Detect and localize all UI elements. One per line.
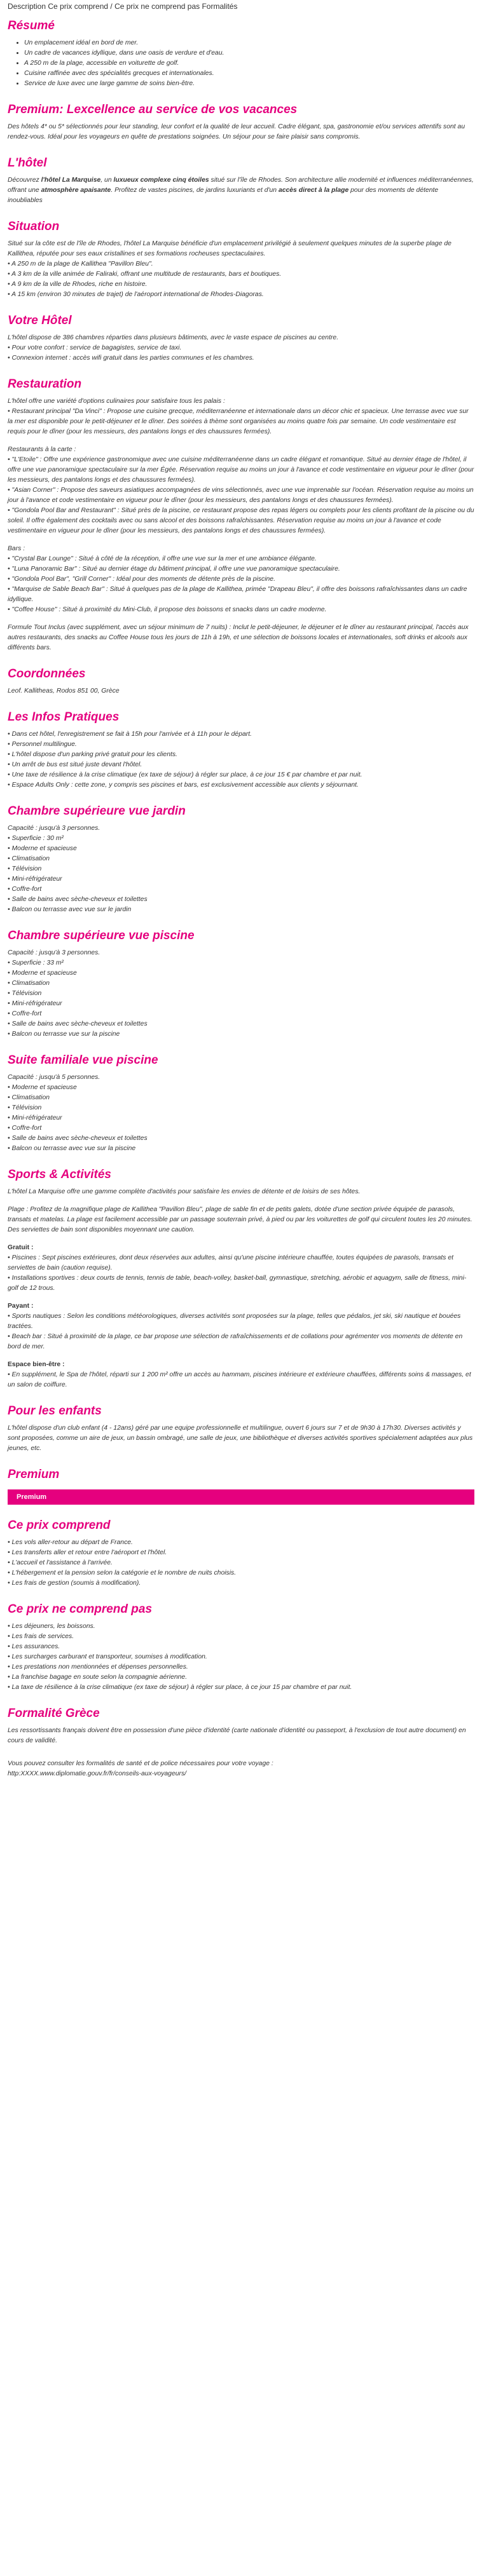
bienetre-label: Espace bien-être :	[8, 1361, 65, 1368]
list-item: • Piscines : Sept piscines extérieures, dont deux réservées aux adultes, ainsi qu'une piscine intérieure chauffée, toutes équipées de parasols, transats et serviettes de bain (caution requise).	[8, 1254, 454, 1271]
gratuit-label: Gratuit :	[8, 1244, 34, 1251]
chambre-jardin-heading: Chambre supérieure vue jardin	[8, 804, 186, 818]
payant-label: Payant :	[8, 1303, 34, 1310]
list-item: • Mini-réfrigérateur	[8, 1115, 62, 1122]
list-item: • La franchise bagage en soute selon la compagnie aérienne.	[8, 1674, 188, 1681]
list-item: • Beach bar : Situé à proximité de la plage, ce bar propose une sélection de rafraîchissements et de collations pour agrémenter vos moments de détente en bord de mer.	[8, 1333, 463, 1350]
enfants-heading: Pour les enfants	[8, 1404, 102, 1418]
list-item: • Salle de bains avec sèche-cheveux et toilettes	[8, 1135, 148, 1142]
list-item: • Superficie : 30 m²	[8, 835, 64, 842]
comprend-body	[8, 1538, 474, 1589]
chambre-jardin-body	[8, 824, 474, 915]
restauration-heading: Restauration	[8, 377, 82, 391]
room-capacity: Capacité : jusqu'à 5 personnes.	[8, 1074, 100, 1081]
diplomatie-link[interactable]: http:XXXX.www.diplomatie.gouv.fr/fr/conseils-aux-voyageurs/	[8, 1770, 187, 1777]
infos-body	[8, 729, 474, 790]
list-item: • A 250 m de la plage, accessible en voiturette de golf.	[24, 58, 474, 69]
list-item: • Moderne et spacieuse	[8, 970, 77, 977]
restaurant-main: • Restaurant principal "Da Vinci" : Propose une cuisine grecque, méditerranéenne et internationale dans un décor chic et spacieux. Une terrasse avec vue sur la mer est disponible pour le petit-déjeuner et le dîner. Des soirées à thème sont organisées au moins quatre fois par semaine. Un code vestimentaire est requis pour le dîner (pour les messieurs, des pantalons longs et des chaussures fermées).	[8, 408, 469, 435]
list-item: • Sports nautiques : Selon les conditions météorologiques, diverses activités sont proposées sur la plage, telles que pédalos, jet ski, ski nautique et bouées tractées.	[8, 1313, 461, 1330]
list-item: • "Asian Corner" : Propose des saveurs asiatiques accompagnées de vins sélectionnés, avec une vue imprenable sur l'océan. Réservation requise au moins un jour à l'avance et code vestimentaire en vigueur pour le dîner (pour les messieurs, des pantalons longs et des chaussures fermées).	[8, 487, 474, 504]
list-item: • Les déjeuners, les boissons.	[8, 1623, 95, 1630]
sports-heading: Sports & Activités	[8, 1168, 111, 1181]
premium-block-heading: Premium	[8, 1468, 60, 1481]
list-item: • Espace Adults Only : cette zone, y compris ses piscines et bars, est exclusivement accessible aux clients y séjournant.	[8, 782, 359, 789]
list-item: • Télévision	[8, 1104, 42, 1111]
list-item: • Dans cet hôtel, l'enregistrement se fait à 15h pour l'arrivée et à 11h pour le départ.	[8, 731, 252, 738]
list-item: • Un emplacement idéal en bord de mer.	[24, 38, 474, 48]
list-item: • A 250 m de la plage de Kallithea "Pavillon Bleu".	[8, 261, 153, 268]
formalite-section	[8, 1707, 474, 1779]
list-item: • Les frais de services.	[8, 1633, 74, 1640]
resume-heading: Résumé	[8, 19, 55, 32]
list-item: • Balcon ou terrasse vue sur la piscine	[8, 1031, 120, 1038]
list-item: • Les surcharges carburant et transporteur, soumises à modification.	[8, 1653, 207, 1660]
premium-section	[8, 103, 474, 142]
list-item: • Connexion internet : accès wifi gratuit dans les parties communes et les chambres.	[8, 355, 254, 362]
situation-section	[8, 220, 474, 300]
coordonnees-section	[8, 667, 474, 696]
comprend-section	[8, 1519, 474, 1589]
premium-heading: Premium: Lexcellence au service de vos vacances	[8, 103, 298, 116]
suite-heading: Suite familiale vue piscine	[8, 1054, 158, 1067]
list-item: • Service de luxe avec une large gamme de soins bien-être.	[24, 79, 474, 89]
resume-list	[8, 38, 474, 89]
coordonnees-heading: Coordonnées	[8, 667, 86, 681]
list-item: • Cuisine raffinée avec des spécialités grecques et internationales.	[24, 69, 474, 79]
list-item: • "Gondola Pool Bar", "Grill Corner" : Idéal pour des moments de détente près de la piscine.	[8, 576, 275, 583]
list-item: • Personnel multilingue.	[8, 741, 77, 748]
suite-section	[8, 1054, 474, 1154]
votre-hotel-heading: Votre Hôtel	[8, 314, 72, 327]
list-item: • "Luna Panoramic Bar" : Situé au dernier étage du bâtiment principal, il offre une vue panoramique spectaculaire.	[8, 566, 340, 573]
list-item: • L'accueil et l'assistance à l'arrivée.	[8, 1559, 113, 1566]
list-item: • A 3 km de la ville animée de Faliraki, offrant une multitude de restaurants, bars et boutiques.	[8, 271, 282, 278]
list-item: • Superficie : 33 m²	[8, 959, 64, 966]
formalite-text: Les ressortissants français doivent être en possession d'une pièce d'identité (carte nationale d'identité ou passeport, à l'exclusion de tout autre document) en cours de validité.	[8, 1727, 466, 1744]
list-item: • Un arrêt de bus est situé juste devant l'hôtel.	[8, 761, 142, 768]
list-item: L'hôtel dispose de 386 chambres réparties dans plusieurs bâtiments, avec le vaste espace de piscines au centre.	[8, 334, 339, 341]
page-header-tabs: Description Ce prix comprend / Ce prix ne comprend pas Formalités	[8, 2, 238, 11]
list-item: • Télévision	[8, 990, 42, 997]
carte-label: Restaurants à la carte :	[8, 446, 76, 453]
formalite-link-block	[8, 1759, 474, 1779]
resume-section	[8, 19, 474, 89]
list-item: • En supplément, le Spa de l'hôtel, réparti sur 1 200 m² offre un accès au hammam, piscines intérieure et extérieure chauffées, différents soins & massages, et un salon de coiffure.	[8, 1371, 471, 1388]
list-item: • Salle de bains avec sèche-cheveux et toilettes	[8, 896, 148, 903]
list-item: • Télévision	[8, 865, 42, 872]
list-item: • L'hôtel dispose d'un parking privé gratuit pour les clients.	[8, 751, 177, 758]
list-item: • Les assurances.	[8, 1643, 60, 1650]
hotel-text: Découvrez l'hôtel La Marquise, un luxueux complexe cinq étoiles situé sur l'île de Rhodes. Son architecture allie modernité et influences méditerranéennes, offrant une atmosphère apaisante. Profitez de vastes piscines, de jardins luxuriants et d'un accès direct à la plage pour des moments de détente inoubliables	[8, 177, 474, 204]
formalite-text-2: Vous pouvez consulter les formalités de santé et de police nécessaires pour votre voyage :	[8, 1760, 273, 1767]
list-item: • Coffre-fort	[8, 1125, 42, 1132]
votre-hotel-section	[8, 314, 474, 363]
sports-section	[8, 1168, 474, 1390]
infos-heading: Les Infos Pratiques	[8, 710, 120, 724]
list-item: • "Gondola Pool Bar and Restaurant" : Situé près de la piscine, ce restaurant propose des repas légers ou complets pour les clients profitant de la piscine ou du soleil. Il offre également des cocktails avec ou sans alcool et des boissons rafraîchissantes. Réservation requise au moins un jour à l'avance et code vestimentaire en vigueur pour le dîner (pour les messieurs, des pantalons longs et des chaussures fermées).	[8, 507, 474, 534]
bars-label: Bars :	[8, 545, 25, 552]
plage-text: Plage : Profitez de la magnifique plage de Kallithea "Pavillon Bleu", plage de sable fin et de petits galets, dotée d'une section privée équipée de parasols, transats et matelas. La plage est facilement accessible par un passage souterrain privé, à pied ou par les voiturettes de golf qui circulent toutes les 20 minutes. Des serviettes de bain sont disponibles moyennant une caution.	[8, 1206, 472, 1233]
situation-text: Situé sur la côte est de l'île de Rhodes, l'hôtel La Marquise bénéficie d'un emplacement privilégié à seulement quelques minutes de la superbe plage de Kallithea, réputée pour ses eaux cristallines et ses formations rocheuses spectaculaires.	[8, 240, 451, 257]
list-item: • Salle de bains avec sèche-cheveux et toilettes	[8, 1020, 148, 1027]
list-item: • Climatisation	[8, 855, 50, 862]
list-item: • Une taxe de résilience à la crise climatique (ex taxe de séjour) à régler sur place, à ce jour 15 € par chambre et par nuit.	[8, 771, 362, 778]
list-item: • Mini-réfrigérateur	[8, 876, 62, 883]
premium-badge: Premium	[8, 1489, 474, 1505]
chambre-jardin-section	[8, 804, 474, 915]
list-item: • "Coffee House" : Situé à proximité du Mini-Club, il propose des boissons et snacks dans un cadre moderne.	[8, 606, 327, 613]
list-item: • Balcon ou terrasse avec vue sur la piscine	[8, 1145, 136, 1152]
sports-body	[8, 1187, 474, 1390]
infos-section	[8, 710, 474, 790]
comprend-heading: Ce prix comprend	[8, 1519, 111, 1532]
chambre-piscine-heading: Chambre supérieure vue piscine	[8, 929, 195, 942]
list-item: • Climatisation	[8, 980, 50, 987]
room-capacity: Capacité : jusqu'à 3 personnes.	[8, 825, 100, 832]
list-item: • La taxe de résilience à la crise climatique (ex taxe de séjour) à régler sur place, à ce jour 15 par chambre et par nuit.	[8, 1684, 352, 1691]
list-item: • A 15 km (environ 30 minutes de trajet) de l'aéroport international de Rhodes-Diagoras.	[8, 291, 264, 298]
hotel-heading: L'hôtel	[8, 156, 47, 170]
chambre-piscine-section	[8, 929, 474, 1040]
list-item: • Les vols aller-retour au départ de France.	[8, 1539, 133, 1546]
premium-block	[8, 1468, 474, 1505]
list-item: • Coffre-fort	[8, 1010, 42, 1017]
list-item: • Moderne et spacieuse	[8, 845, 77, 852]
sports-intro: L'hôtel La Marquise offre une gamme complète d'activités pour satisfaire les envies de détente et de loisirs de ses hôtes.	[8, 1188, 361, 1195]
list-item: • A 9 km de la ville de Rhodes, riche en histoire.	[8, 281, 148, 288]
suite-body	[8, 1073, 474, 1154]
situation-heading: Situation	[8, 220, 60, 233]
ne-comprend-section	[8, 1603, 474, 1693]
list-item: • Installations sportives : deux courts de tennis, tennis de table, beach-volley, basket-ball, gymnastique, stretching, aérobic et aquagym, salle de fitness, mini-golf de 12 trous.	[8, 1275, 467, 1292]
list-item: • Les transferts aller et retour entre l'aéroport et l'hôtel.	[8, 1549, 167, 1556]
list-item: • Pour votre confort : service de bagagistes, service de taxi.	[8, 344, 182, 351]
enfants-text: L'hôtel dispose d'un club enfant (4 - 12ans) géré par une equipe professionnelle et multilingue, ouvert 6 jours sur 7 et de 9h30 à 17h30. Diverses activités y sont proposées, comme un aire de jeux, un bassin ombragé, une salle de jeux, une bibliothèque et diverses activités sportives spécialement adaptées aux plus jeunes, etc.	[8, 1425, 473, 1452]
list-item: • Les frais de gestion (soumis à modification).	[8, 1580, 141, 1587]
list-item: • "Marquise de Sable Beach Bar" : Situé à quelques pas de la plage de Kallithea, primée "Drapeau Bleu", il offre des boissons rafraîchissantes dans un cadre idyllique.	[8, 586, 467, 603]
list-item: • "L'Etoile" : Offre une expérience gastronomique avec une cuisine méditerranéenne dans un cadre élégant et romantique. Situé au dernier étage de l'hôtel, il offre une vue panoramique spectaculaire sur la mer Égée. Réservation requise au moins un jour à l'avance et code vestimentaire en vigueur pour le dîner (pour les messieurs, des pantalons longs et des chaussures fermées).	[8, 456, 474, 484]
enfants-section	[8, 1404, 474, 1454]
situation-body	[8, 239, 474, 300]
restauration-section	[8, 377, 474, 653]
ne-comprend-heading: Ce prix ne comprend pas	[8, 1603, 153, 1616]
list-item: • L'hébergement et la pension selon la catégorie et le nombre de nuits choisis.	[8, 1569, 237, 1576]
list-item: • Balcon ou terrasse avec vue sur le jardin	[8, 906, 132, 913]
hotel-section	[8, 156, 474, 206]
formalite-heading: Formalité Grèce	[8, 1707, 100, 1720]
list-item: • Coffre-fort	[8, 886, 42, 893]
list-item: • Les prestations non mentionnées et dépenses personnelles.	[8, 1664, 188, 1671]
list-item: • Climatisation	[8, 1094, 50, 1101]
list-item: • "Crystal Bar Lounge" : Situé à côté de la réception, il offre une vue sur la mer et une ambiance élégante.	[8, 555, 317, 562]
address-text: Leof. Kallitheas, Rodos 851 00, Grèce	[8, 688, 120, 695]
chambre-piscine-body	[8, 948, 474, 1040]
list-item: • Moderne et spacieuse	[8, 1084, 77, 1091]
list-item: • Mini-réfrigérateur	[8, 1000, 62, 1007]
restauration-body	[8, 397, 474, 653]
votre-hotel-body	[8, 333, 474, 363]
restauration-intro: L'hôtel offre une variété d'options culinaires pour satisfaire tous les palais :	[8, 398, 225, 405]
formule-text: Formule Tout Inclus (avec supplément, avec un séjour minimum de 7 nuits) : Inclut le petit-déjeuner, le déjeuner et le dîner au restaurant principal, l'accès aux autres restaurants, des snacks au Coffee House tous les jours de 11h à 19h, et une sélection de boissons locales et internationales, soft drinks et alcools aux différents bars.	[8, 624, 469, 651]
premium-text: Des hôtels 4* ou 5* sélectionnés pour leur standing, leur confort et la qualité de leur accueil. Cadre élégant, spa, gastronomie et/ou services attentifs sont au rendez-vous. Idéal pour les voyageurs en quête de prestations soignées. Un séjour pour se faire plaisir sans compromis.	[8, 123, 465, 140]
list-item: • Un cadre de vacances idyllique, dans une oasis de verdure et d'eau.	[24, 48, 474, 58]
ne-comprend-body	[8, 1622, 474, 1693]
room-capacity: Capacité : jusqu'à 3 personnes.	[8, 949, 100, 956]
